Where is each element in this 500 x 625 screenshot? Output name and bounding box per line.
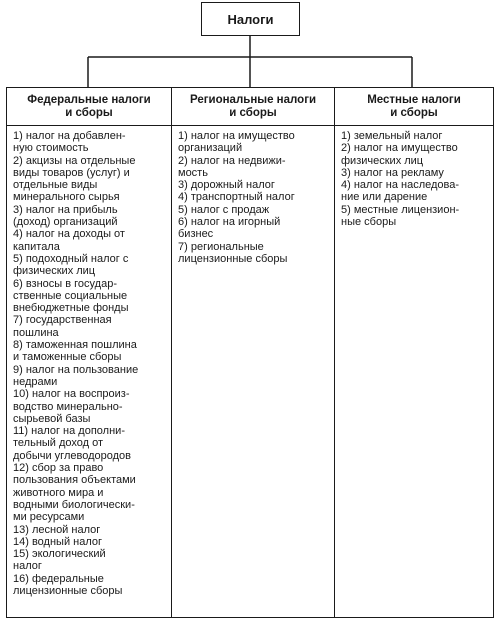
list-item: 4) налог на наследова- ние или дарение — [341, 179, 460, 204]
list-item: 4) налог на доходы от капитала — [13, 228, 125, 253]
column-federal — [7, 88, 172, 617]
list-item: 5) налог с продаж — [178, 203, 270, 216]
list-item: 9) налог на пользование недрами — [13, 363, 139, 388]
column-header-regional — [172, 88, 334, 126]
list-item: 10) налог на воспроиз- водство минерально- сырьевой базы — [13, 388, 130, 425]
list-item: 4) транспортный налог — [178, 191, 295, 204]
list-item: 15) экологический налог — [13, 548, 106, 573]
local-tax-list — [335, 126, 493, 228]
list-item: 2) налог на недвижи- мость — [178, 154, 286, 179]
root-node-label: Налоги — [227, 11, 274, 27]
column-title-local: Местные налоги и сборы — [367, 93, 461, 119]
column-regional — [172, 88, 335, 617]
column-header-local — [335, 88, 493, 126]
list-item: 1) налог на имущество организаций — [178, 130, 295, 155]
regional-tax-list — [172, 126, 334, 265]
column-local — [335, 88, 493, 617]
list-item: 6) взносы в государ- ственные социальные внебюджетные фонды — [13, 277, 129, 315]
list-item: 11) налог на дополни- тельный доход от добычи углеводородов — [13, 425, 131, 462]
list-item: 6) налог на игорный бизнес — [178, 216, 281, 241]
list-item: 7) региональные лицензионные сборы — [178, 240, 288, 265]
federal-tax-list — [7, 126, 171, 597]
list-item: 3) дорожный налог — [178, 179, 275, 192]
list-item: 8) таможенная пошлина и таможенные сборы — [13, 339, 137, 364]
list-item: 7) государственная пошлина — [13, 314, 112, 339]
list-item: 5) подоходный налог с физических лиц — [13, 252, 129, 278]
list-item: 1) налог на добавлен- ную стоимость — [13, 130, 126, 155]
list-item: 16) федеральные лицензионные сборы — [13, 572, 123, 597]
column-title-federal: Федеральные налоги и сборы — [27, 93, 151, 119]
list-item: 14) водный налог — [13, 535, 103, 548]
list-item: 3) налог на прибыль (доход) организаций — [13, 203, 118, 229]
column-header-federal — [7, 88, 171, 126]
list-item: 5) местные лицензион- ные сборы — [341, 203, 460, 229]
taxes-table — [6, 87, 494, 618]
list-item: 2) налог на имущество физических лиц — [341, 142, 458, 167]
list-item: 2) акцизы на отдельные виды товаров (услуг) и отдельные виды минерального сырья — [13, 154, 136, 204]
list-item: 3) налог на рекламу — [341, 166, 444, 179]
list-item: 1) земельный налог — [341, 130, 443, 142]
hierarchy-connectors — [0, 0, 500, 100]
column-title-regional: Региональные налоги и сборы — [189, 93, 317, 119]
list-item: 12) сбор за право пользования объектами животного мира и водными биологически- ми ресурсами — [13, 462, 136, 524]
list-item: 13) лесной налог — [13, 523, 101, 536]
